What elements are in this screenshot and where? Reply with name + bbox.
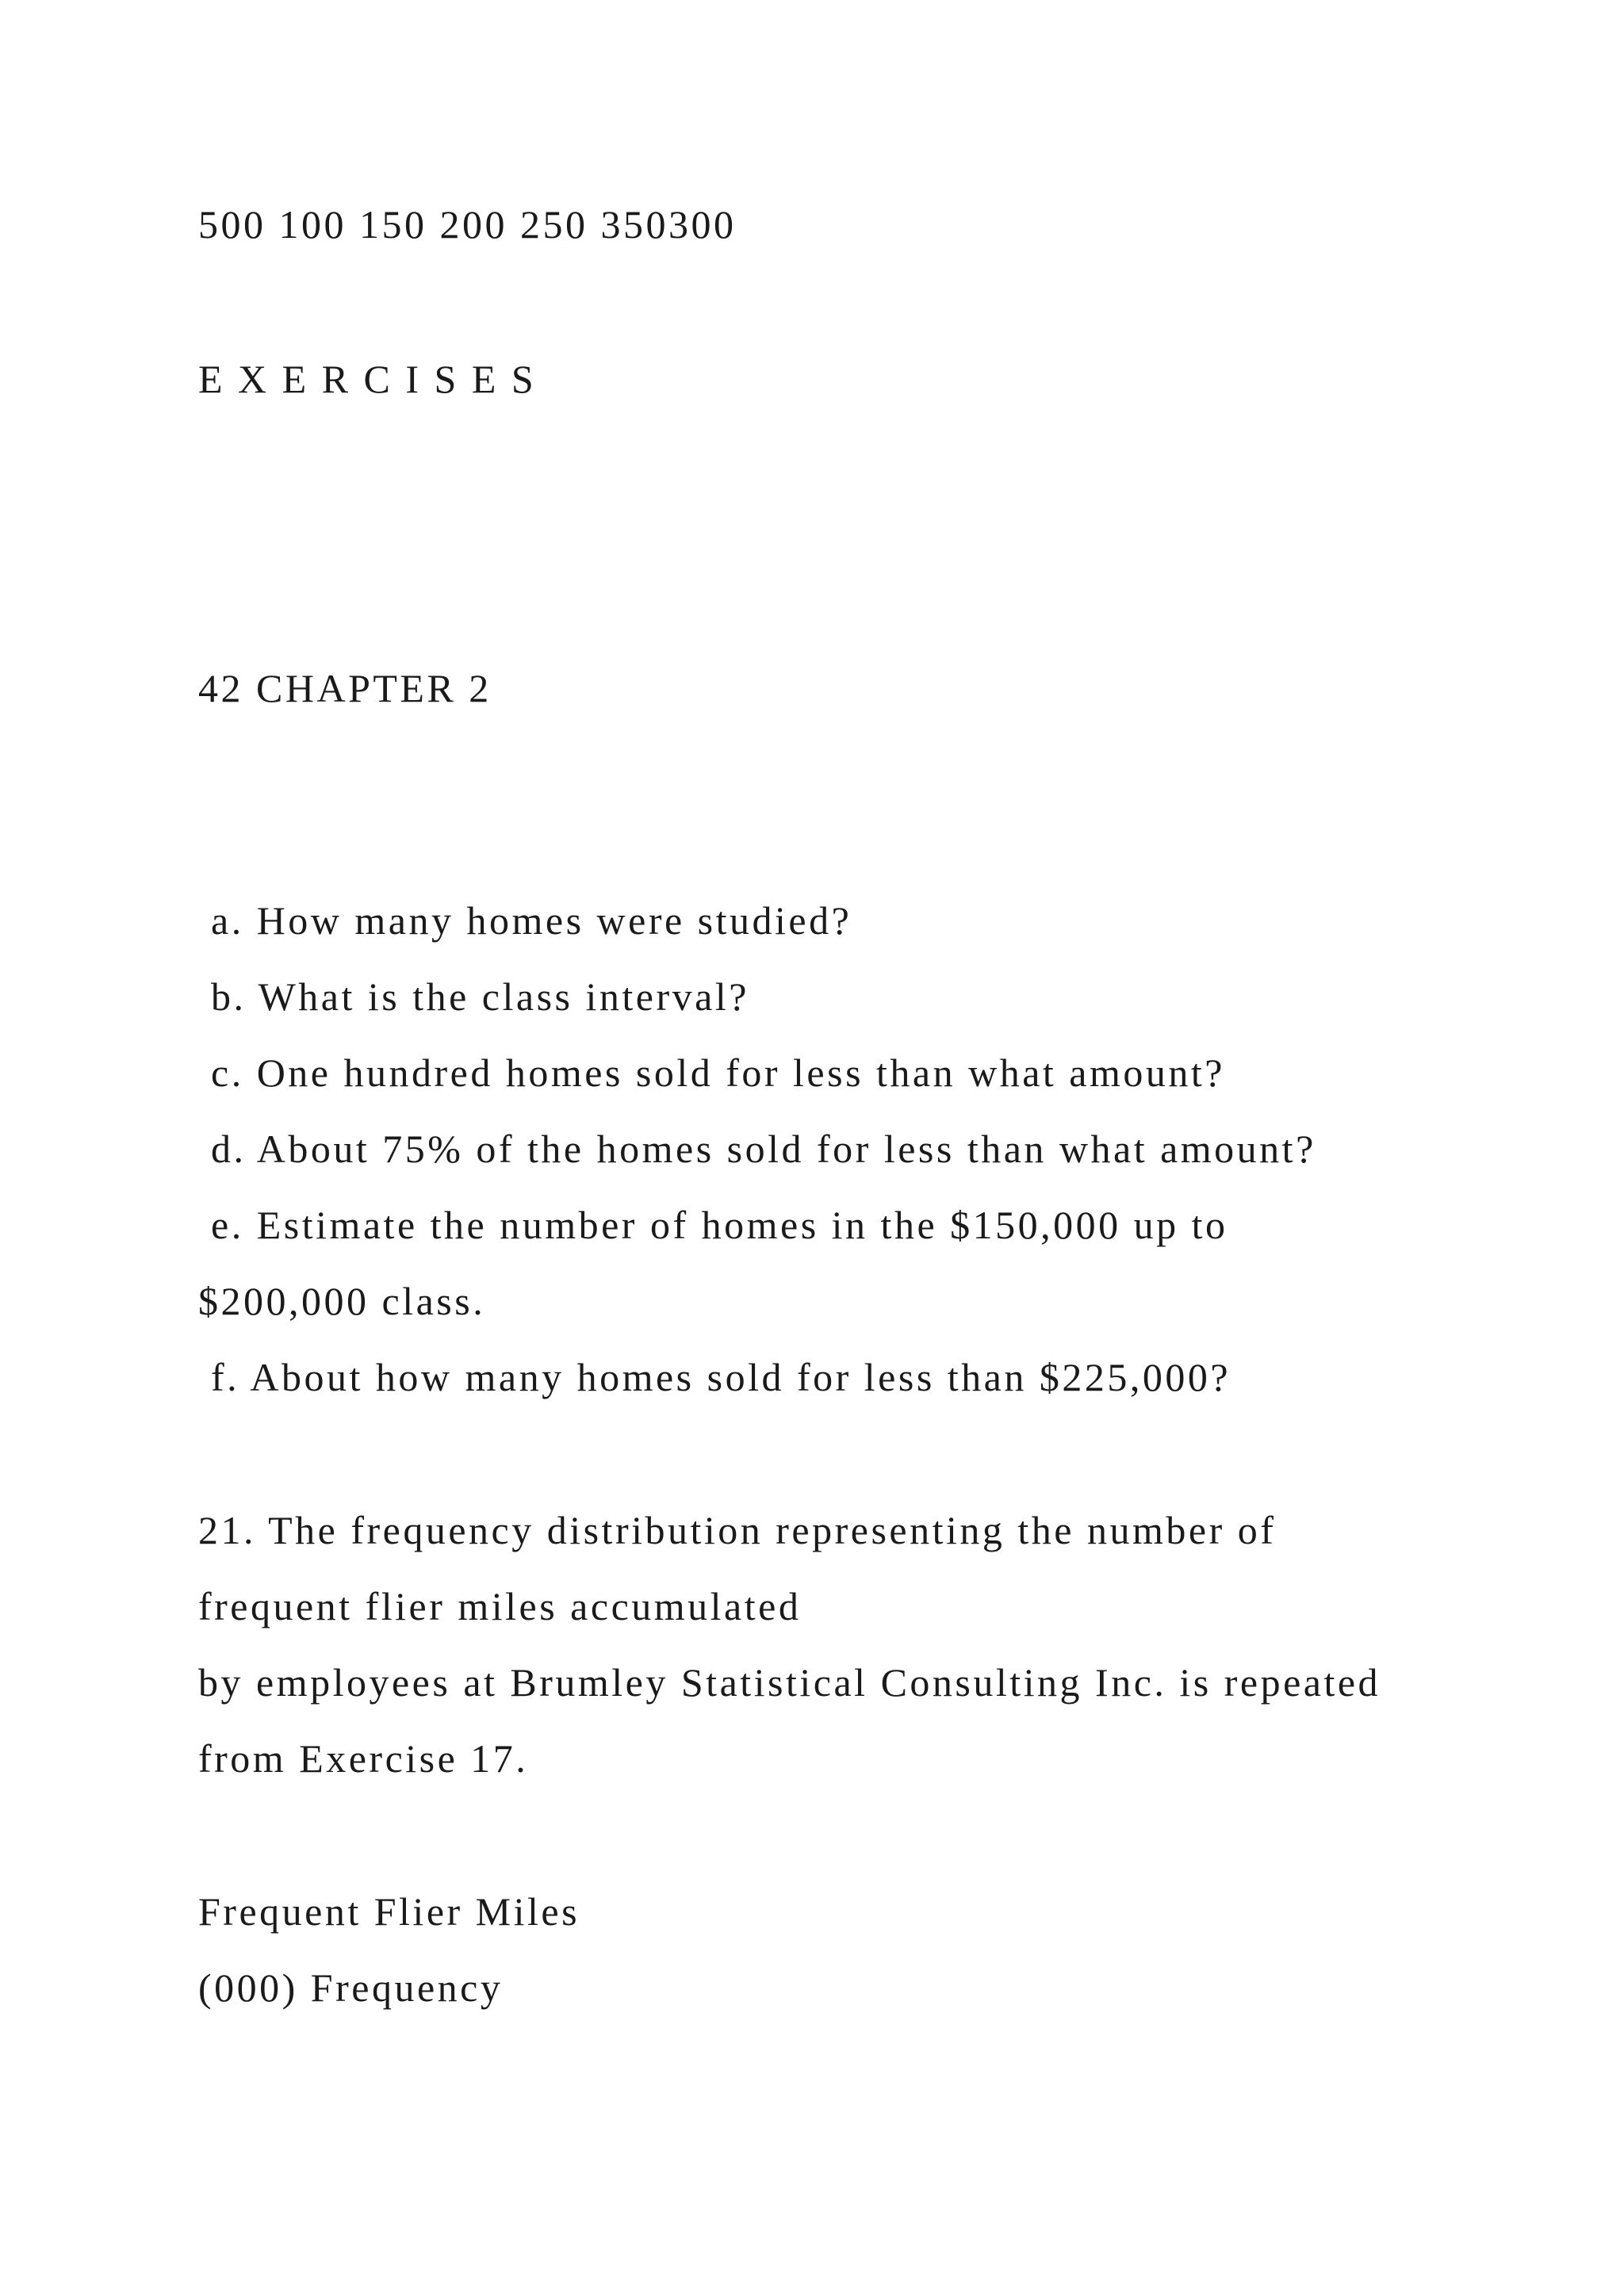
axis-numbers-line: 500 100 150 200 250 350300 <box>198 202 737 247</box>
question-d: d. About 75% of the homes sold for less than what amount? <box>198 1127 1316 1171</box>
table-header-line-2: (000) Frequency <box>198 1965 504 2010</box>
chapter-heading: 42 CHAPTER 2 <box>198 666 492 710</box>
question-b: b. What is the class interval? <box>198 974 749 1019</box>
section-title: E X E R C I S E S <box>198 357 537 401</box>
exercise-21-line-4: from Exercise 17. <box>198 1736 529 1781</box>
exercise-21-line-2: frequent flier miles accumulated <box>198 1584 802 1628</box>
exercise-21-line-3: by employees at Brumley Statistical Consulting Inc. is repeated <box>198 1660 1381 1705</box>
question-e-continued: $200,000 class. <box>198 1279 486 1323</box>
exercise-21-line-1: 21. The frequency distribution representing the number of <box>198 1508 1277 1552</box>
table-header-line-1: Frequent Flier Miles <box>198 1889 580 1934</box>
question-a: a. How many homes were studied? <box>198 898 852 943</box>
question-f: f. About how many homes sold for less than $225,000? <box>198 1355 1231 1399</box>
question-c: c. One hundred homes sold for less than what amount? <box>198 1050 1225 1095</box>
question-e: e. Estimate the number of homes in the $150,000 up to <box>198 1203 1228 1247</box>
